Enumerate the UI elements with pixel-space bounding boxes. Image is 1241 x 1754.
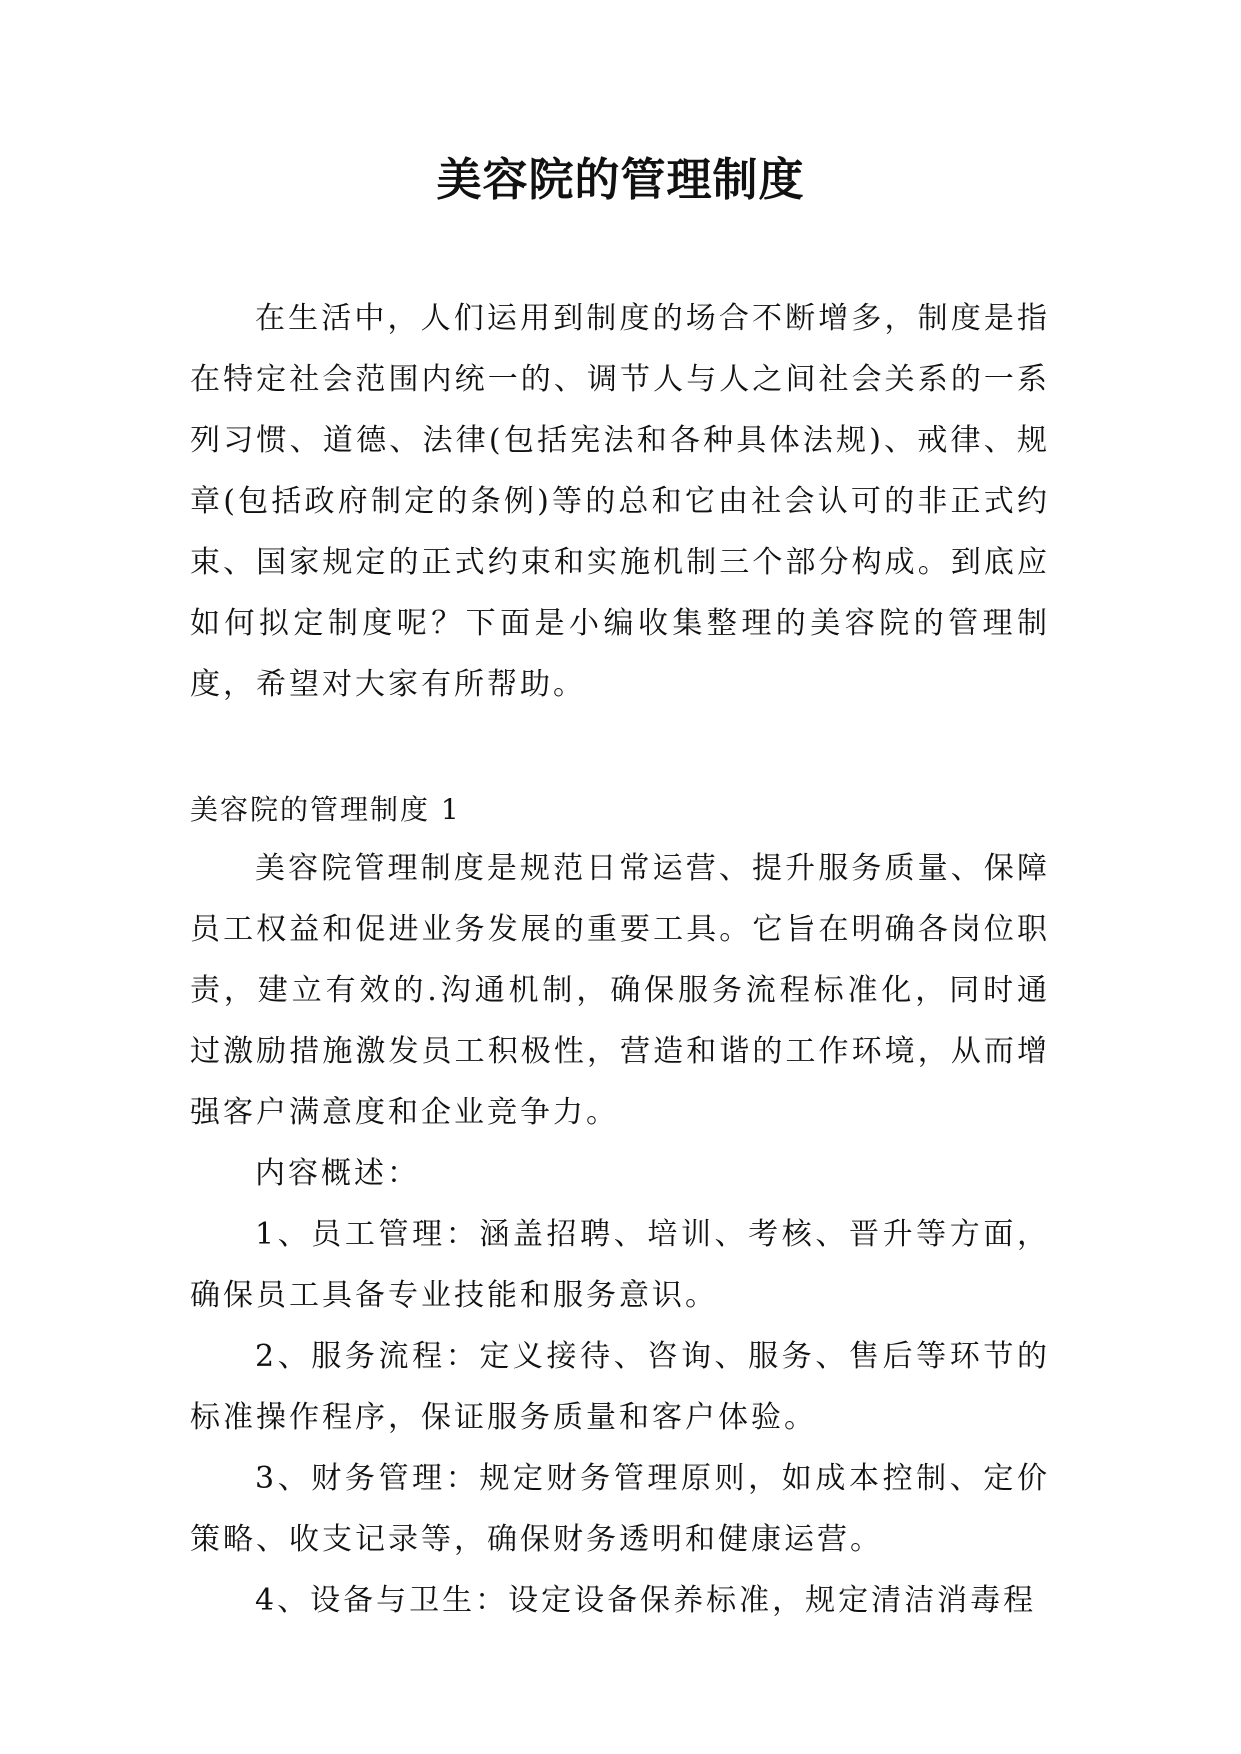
document-title: 美容院的管理制度 bbox=[436, 153, 805, 206]
list-item: 2、服务流程：定义接待、咨询、服务、售后等环节的标准操作程序，保证服务质量和客户体验。 bbox=[190, 1339, 1050, 1435]
intro-paragraph: 在生活中，人们运用到制度的场合不断增多，制度是指在特定社会范围内统一的、调节人与人之间社会关系的一系列习惯、道德、法律(包括宪法和各种具体法规)、戒律、规章(包括政府制定的条例)等的总和它由社会认可的非正式约束、国家规定的正式约束和实施机制三个部分构成。到底应如何拟定制度呢？下面是小编收集整理的美容院的管理制度，希望对大家有所帮助。 bbox=[190, 301, 1050, 702]
section-heading: 美容院的管理制度 1 bbox=[190, 793, 461, 826]
list-item: 3、财务管理：规定财务管理原则，如成本控制、定价策略、收支记录等，确保财务透明和健康运营。 bbox=[190, 1461, 1050, 1557]
list-item: 4、设备与卫生：设定设备保养标准，规定清洁消毒程 bbox=[255, 1583, 1037, 1618]
section-paragraph: 美容院管理制度是规范日常运营、提升服务质量、保障员工权益和促进业务发展的重要工具。它旨在明确各岗位职责，建立有效的.沟通机制，确保服务流程标准化，同时通过激励措施激发员工积极性，营造和谐的工作环境，从而增强客户满意度和企业竞争力。 bbox=[190, 851, 1050, 1130]
overview-label: 内容概述： bbox=[255, 1156, 420, 1191]
document-body bbox=[190, 288, 1050, 1631]
list-item: 1、员工管理：涵盖招聘、培训、考核、晋升等方面，确保员工具备专业技能和服务意识。 bbox=[190, 1217, 1050, 1313]
